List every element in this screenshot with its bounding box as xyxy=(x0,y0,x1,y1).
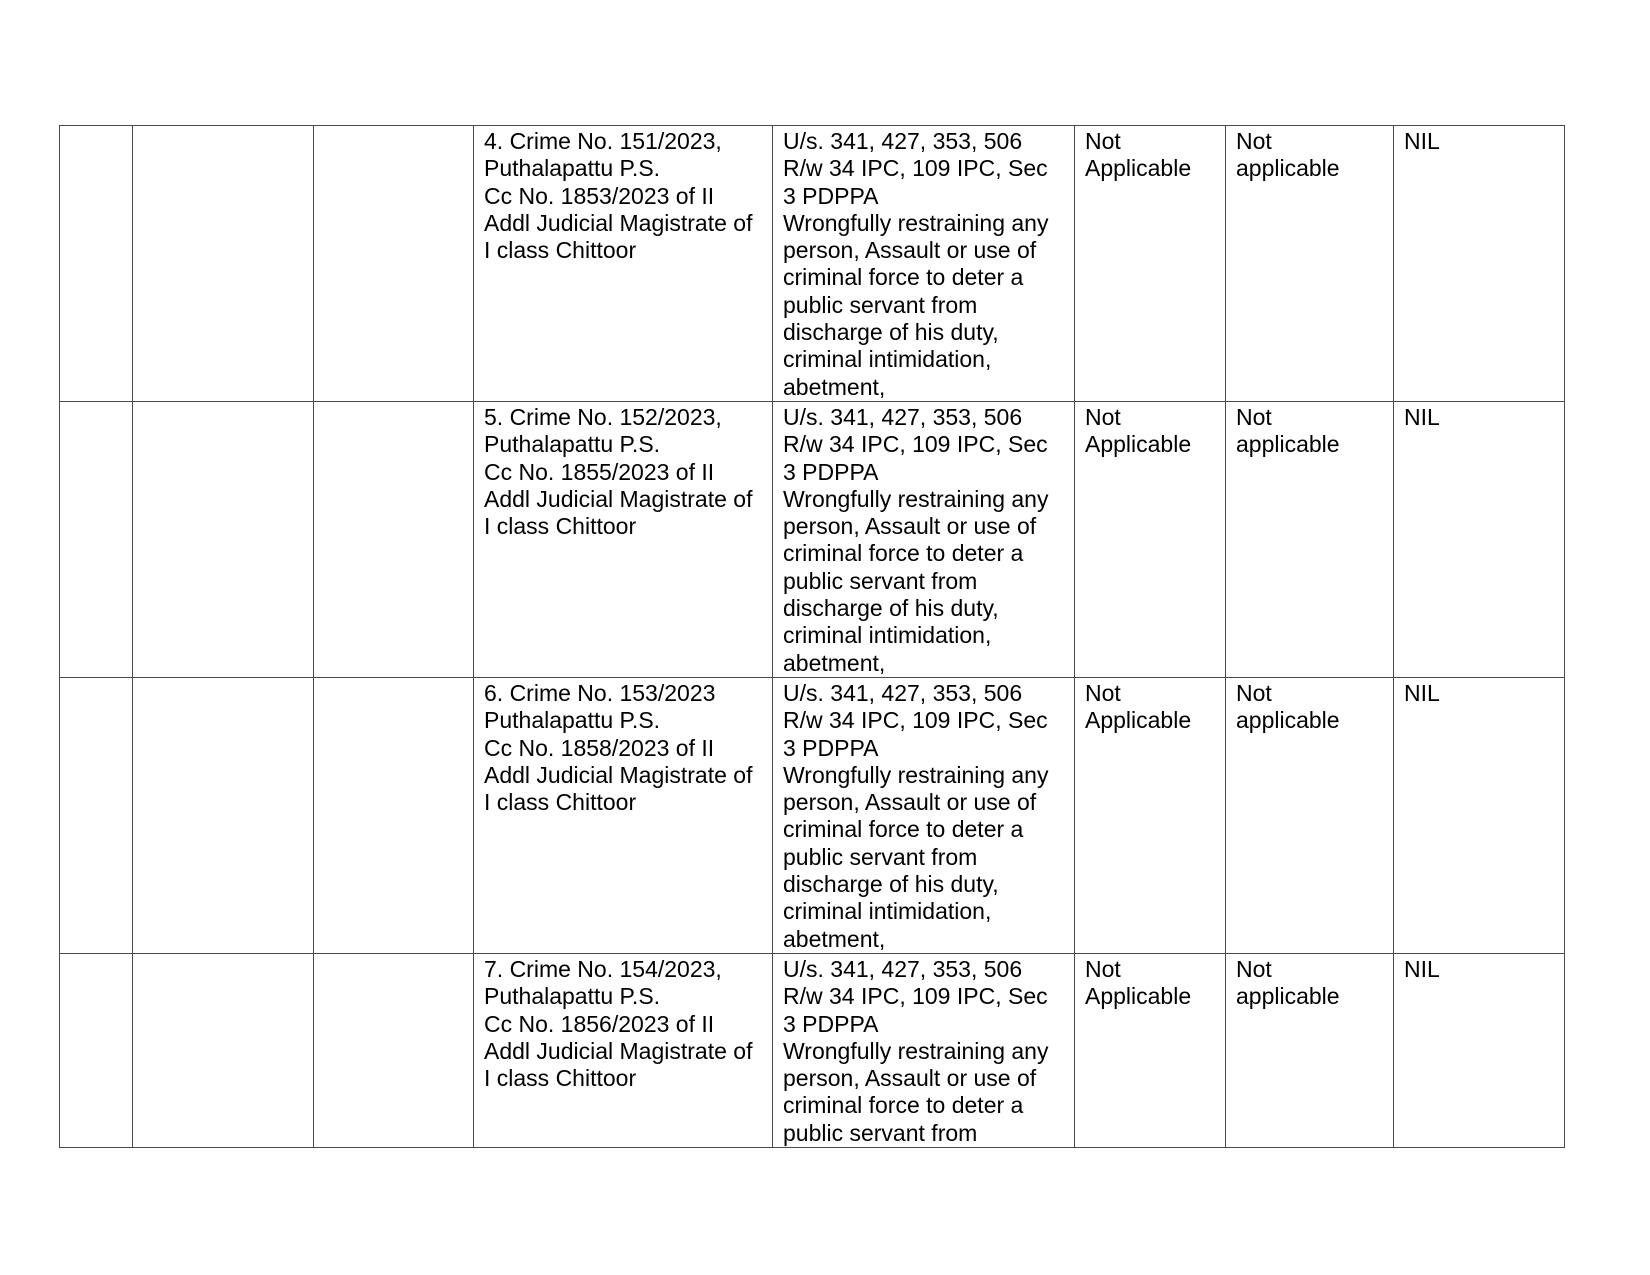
case-line: I class Chittoor xyxy=(484,1065,637,1092)
nil-value: NIL xyxy=(1404,403,1440,430)
applicability-line: applicable xyxy=(1236,431,1340,458)
section-line: U/s. 341, 427, 353, 506 xyxy=(783,955,1023,982)
cell-empty xyxy=(314,677,474,953)
case-line: Puthalapattu P.S. xyxy=(484,155,661,182)
case-details-cell xyxy=(474,126,773,402)
section-line: U/s. 341, 427, 353, 506 xyxy=(783,679,1023,706)
applicability-line: applicable xyxy=(1236,983,1340,1010)
applicability-line: Not xyxy=(1085,128,1121,154)
nil-cell xyxy=(1394,126,1565,402)
applicability-cell xyxy=(1226,401,1394,677)
section-line: person, Assault or use of xyxy=(783,789,1037,816)
section-line: criminal force to deter a xyxy=(783,1092,1024,1119)
section-line: criminal intimidation, xyxy=(783,898,992,925)
section-line: public servant from xyxy=(783,291,978,318)
nil-value: NIL xyxy=(1404,128,1440,154)
case-line: Cc No. 1856/2023 of II xyxy=(484,1010,715,1037)
section-line: person, Assault or use of xyxy=(783,237,1037,264)
case-line: I class Chittoor xyxy=(484,513,637,540)
section-line: U/s. 341, 427, 353, 506 xyxy=(783,403,1023,430)
cell-empty xyxy=(133,126,314,402)
case-details-cell xyxy=(474,401,773,677)
section-line: public servant from xyxy=(783,1119,978,1146)
section-line: public servant from xyxy=(783,843,978,870)
nil-value: NIL xyxy=(1404,955,1440,982)
case-line: 7. Crime No. 154/2023, xyxy=(484,955,722,982)
applicability-line: Not xyxy=(1236,403,1272,430)
section-line: Wrongfully restraining any xyxy=(783,485,1049,512)
case-line: Addl Judicial Magistrate of xyxy=(484,1037,753,1064)
applicability-line: applicable xyxy=(1236,155,1340,182)
applicability-cell xyxy=(1075,953,1226,1147)
section-line: criminal intimidation, xyxy=(783,346,992,373)
section-line: person, Assault or use of xyxy=(783,513,1037,540)
table-row xyxy=(60,677,1565,953)
section-line: criminal intimidation, xyxy=(783,622,992,649)
applicability-cell xyxy=(1075,126,1226,402)
case-line: I class Chittoor xyxy=(484,789,637,816)
cell-empty xyxy=(314,401,474,677)
sections-cell xyxy=(773,953,1075,1147)
applicability-cell xyxy=(1226,126,1394,402)
section-line: U/s. 341, 427, 353, 506 xyxy=(783,128,1023,154)
section-line: 3 PDPPA xyxy=(783,182,879,209)
nil-cell xyxy=(1394,953,1565,1147)
section-line: discharge of his duty, xyxy=(783,319,999,346)
section-line: abetment, xyxy=(783,925,886,952)
section-line: R/w 34 IPC, 109 IPC, Sec xyxy=(783,431,1048,458)
applicability-line: Applicable xyxy=(1085,431,1192,458)
table-row xyxy=(60,401,1565,677)
cell-empty xyxy=(60,126,133,402)
case-line: Puthalapattu P.S. xyxy=(484,707,661,734)
cell-empty xyxy=(133,401,314,677)
applicability-line: Applicable xyxy=(1085,155,1192,182)
cell-empty xyxy=(60,401,133,677)
cell-empty xyxy=(133,953,314,1147)
section-line: 3 PDPPA xyxy=(783,458,879,485)
cell-empty xyxy=(133,677,314,953)
cell-empty xyxy=(60,677,133,953)
case-line: 5. Crime No. 152/2023, xyxy=(484,403,722,430)
case-line: Puthalapattu P.S. xyxy=(484,983,661,1010)
section-line: criminal force to deter a xyxy=(783,816,1024,843)
case-line: Puthalapattu P.S. xyxy=(484,431,661,458)
section-line: abetment, xyxy=(783,649,886,676)
section-line: R/w 34 IPC, 109 IPC, Sec xyxy=(783,707,1048,734)
nil-cell xyxy=(1394,677,1565,953)
table-row xyxy=(60,126,1565,402)
case-details-cell xyxy=(474,953,773,1147)
applicability-cell xyxy=(1226,677,1394,953)
section-line: R/w 34 IPC, 109 IPC, Sec xyxy=(783,983,1048,1010)
section-line: discharge of his duty, xyxy=(783,871,999,898)
applicability-line: Not xyxy=(1236,128,1272,154)
nil-value: NIL xyxy=(1404,679,1440,706)
applicability-line: Not xyxy=(1085,955,1121,982)
applicability-line: Not xyxy=(1085,403,1121,430)
applicability-line: Not xyxy=(1236,679,1272,706)
case-line: 6. Crime No. 153/2023 xyxy=(484,679,716,706)
case-line: Cc No. 1855/2023 of II xyxy=(484,458,715,485)
section-line: 3 PDPPA xyxy=(783,734,879,761)
case-line: 4. Crime No. 151/2023, xyxy=(484,128,722,154)
section-line: criminal force to deter a xyxy=(783,264,1024,291)
nil-cell xyxy=(1394,401,1565,677)
case-line: Cc No. 1858/2023 of II xyxy=(484,734,715,761)
case-line: Addl Judicial Magistrate of xyxy=(484,761,753,788)
applicability-cell xyxy=(1226,953,1394,1147)
sections-cell xyxy=(773,126,1075,402)
applicability-line: Not xyxy=(1236,955,1272,982)
cell-empty xyxy=(60,953,133,1147)
applicability-cell xyxy=(1075,401,1226,677)
case-details-cell xyxy=(474,677,773,953)
applicability-line: Not xyxy=(1085,679,1121,706)
case-table xyxy=(59,125,1565,1148)
section-line: Wrongfully restraining any xyxy=(783,1037,1049,1064)
section-line: R/w 34 IPC, 109 IPC, Sec xyxy=(783,155,1048,182)
section-line: 3 PDPPA xyxy=(783,1010,879,1037)
section-line: abetment, xyxy=(783,373,886,400)
case-line: Cc No. 1853/2023 of II xyxy=(484,182,715,209)
applicability-line: Applicable xyxy=(1085,707,1192,734)
section-line: public servant from xyxy=(783,567,978,594)
sections-cell xyxy=(773,677,1075,953)
table-row xyxy=(60,953,1565,1147)
case-line: I class Chittoor xyxy=(484,237,637,264)
section-line: discharge of his duty, xyxy=(783,595,999,622)
applicability-cell xyxy=(1075,677,1226,953)
section-line: Wrongfully restraining any xyxy=(783,761,1049,788)
cell-empty xyxy=(314,953,474,1147)
applicability-line: Applicable xyxy=(1085,983,1192,1010)
case-line: Addl Judicial Magistrate of xyxy=(484,209,753,236)
section-line: person, Assault or use of xyxy=(783,1065,1037,1092)
section-line: Wrongfully restraining any xyxy=(783,209,1049,236)
section-line: criminal force to deter a xyxy=(783,540,1024,567)
cell-empty xyxy=(314,126,474,402)
applicability-line: applicable xyxy=(1236,707,1340,734)
case-line: Addl Judicial Magistrate of xyxy=(484,485,753,512)
sections-cell xyxy=(773,401,1075,677)
